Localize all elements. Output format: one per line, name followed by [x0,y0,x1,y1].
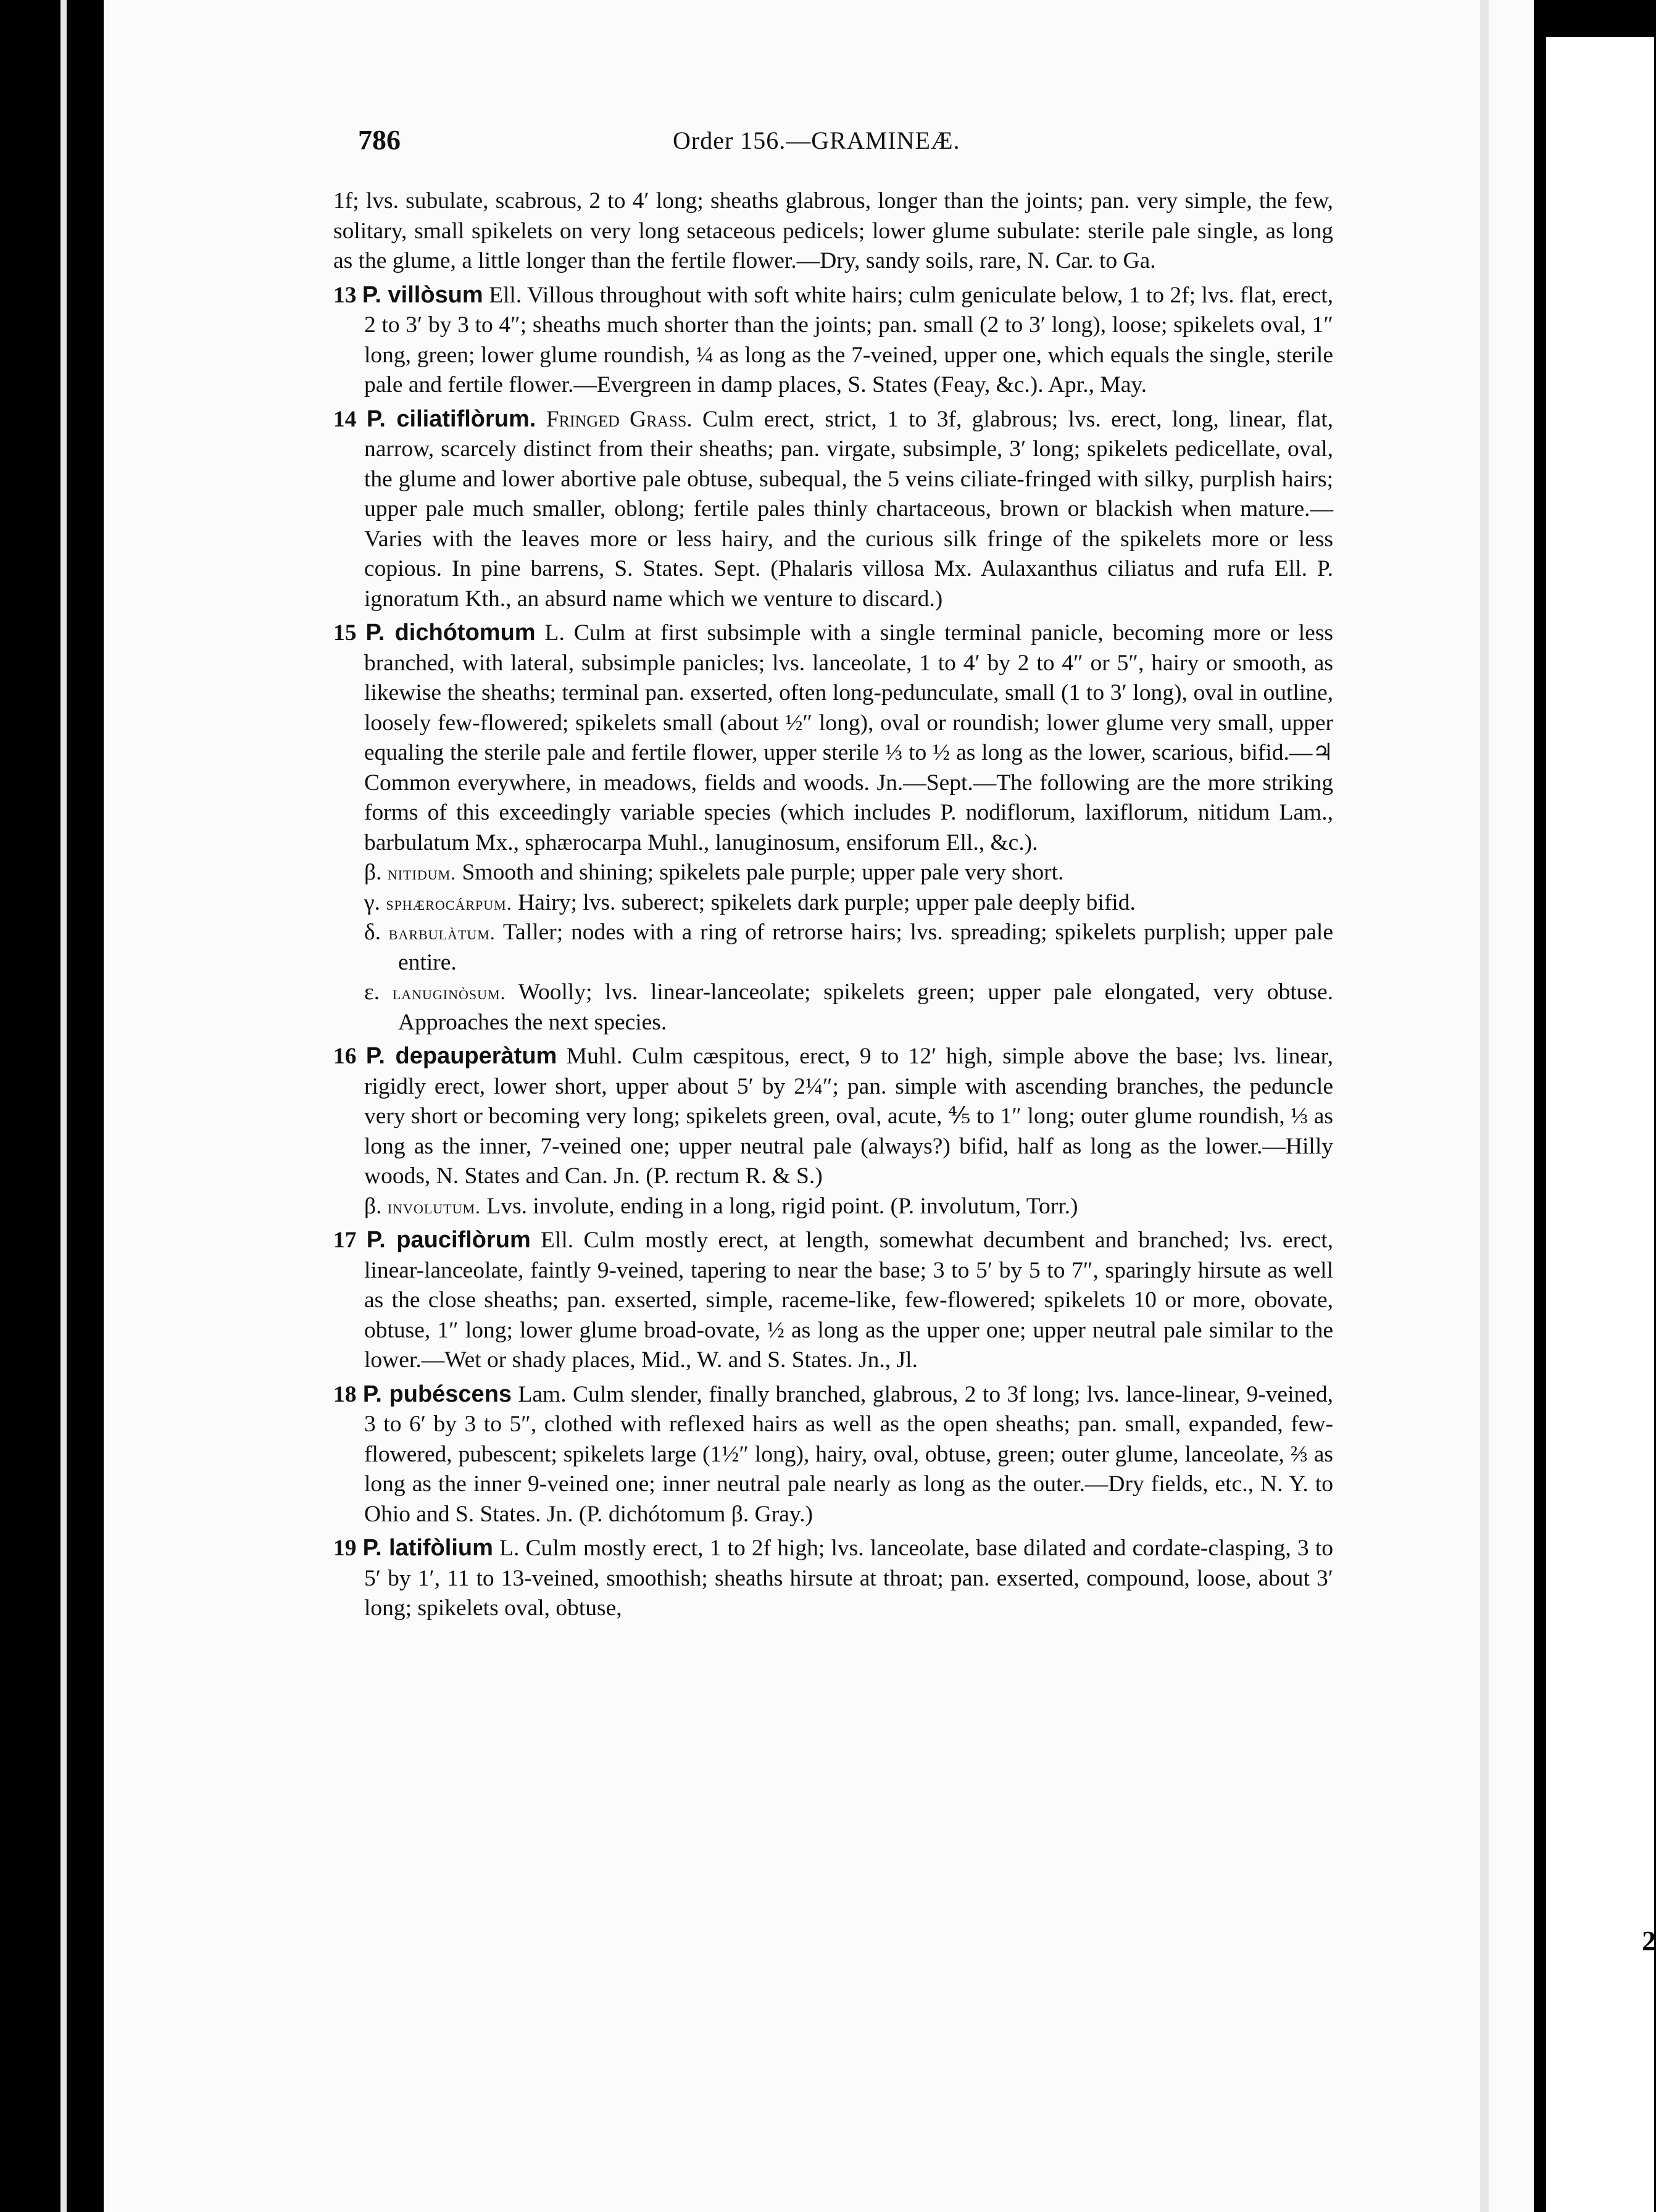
species-entry-14 [333,404,1333,615]
greek-letter: δ. [364,920,381,945]
species-entry-19 [333,1533,1333,1624]
species-name: P. pauciflòrum [366,1227,531,1253]
entry-number: 18 [333,1381,357,1407]
entry-number: 15 [333,620,357,646]
species-author: L. [499,1536,520,1561]
entry-text: Villous throughout with soft white hairs; culm geniculate below, 1 to 2f; lvs. flat, erect, 2 to 3′ by 3 to 4″; sheaths much shorter than the joints; pan. small (2 to 3′ long), loose; spikelets oval, 1″ long, green; lower glume roundish, ¼ as long as the 7-veined, upper one, which equals the single, sterile pale and fertile flower.—Evergreen in damp places, S. States (Feay, &c.). Apr., May. [364,282,1334,397]
species-name: P. dichótomum [365,620,536,646]
species-entry-15 [333,618,1333,858]
species-author: Muhl. [566,1044,623,1069]
variety-name: sphærocárpum. [386,891,512,914]
entry-text: Taller; nodes with a ring of retrorse hairs; lvs. spreading; spikelets purplish; upper pale entire. [398,920,1333,975]
entry-number: 14 [333,406,357,432]
running-title: Order 156.—GRAMINEÆ. [673,127,960,154]
variety-name: nitidum. [387,862,457,884]
page-header [333,123,1333,160]
species-author: L. [544,620,565,646]
greek-letter: β. [364,860,382,885]
entry-text: 1f; lvs. subulate, scabrous, 2 to 4′ long; sheaths glabrous, longer than the joints; pan. very simple, the few, solitary, small spikelets on very long setaceous pedicels; lower glume subulate: sterile pale single, as long as the glume, a little longer than the fertile flower.—Dry, sandy soils, rare, N. Car. to Ga. [333,188,1333,273]
species-entry-16 [333,1041,1333,1192]
species-entry-13 [333,280,1333,401]
entry-text: Smooth and shining; spikelets pale purple; upper pale very short. [462,860,1064,885]
species-entry-17 [333,1225,1333,1376]
entry-text: Culm mostly erect, at length, somewhat decumbent and branched; lvs. erect, linear-lanceolate, faintly 9-veined, tapering to near the base; 3 to 5′ by 5 to 7″, sparingly hirsute as well as the close sheaths; pan. exserted, simple, raceme-like, few-flowered; spikelets 10 or more, obovate, obtuse, 1″ long; lower glume broad-ovate, ½ as long as the upper one; upper neutral pale similar to the lower.—Wet or shady places, Mid., W. and S. States. Jn., Jl. [364,1228,1334,1373]
species-name: P. pubéscens [362,1381,512,1407]
entry-number: 19 [333,1536,357,1561]
facing-page [1546,37,1654,2212]
entry-text: Culm slender, finally branched, glabrous, 2 to 3f long; lvs. lance-linear, 9-veined, 3 to 6′ by 3 to 5″, clothed with reflexed hairs as well as the open sheaths; pan. small, expanded, few-flowered, pubescent; spikelets large (1½″ long), hairy, oval, obtuse, green; outer glume, lanceolate, ⅔ as long as the inner 9-veined one; inner neutral pale nearly as long as the outer.—Dry fields, etc., N. Y. to Ohio and S. States. Jn. (P. dichótomum β. Gray.) [364,1381,1334,1527]
entry-text: Culm cæspitous, erect, 9 to 12′ high, simple above the base; lvs. linear, rigidly erect, lower short, upper about 5′ by 2¼″; pan. simple with ascending branches, the peduncle very short or becoming very long; spikelets green, oval, acute, ⅘ to 1″ long; outer glume roundish, ⅓ as long as the inner, 7-veined one; upper neutral pale (always?) bifid, half as long as the lower.—Hilly woods, N. States and Can. Jn. (P. rectum R. & S.) [364,1044,1334,1189]
variety-entry [333,858,1333,888]
scan-edge [60,0,67,2212]
variety-entry [333,888,1333,918]
greek-letter: ε. [364,979,380,1005]
species-author: Ell. [489,282,522,308]
species-name: P. depauperàtum [365,1043,557,1069]
species-name: P. villòsum [362,281,483,308]
entry-number: 17 [333,1228,357,1253]
species-author: Lam. [518,1381,567,1407]
variety-entry [333,918,1333,978]
entry-number: 13 [333,282,357,308]
species-name: P. latifòlium [362,1535,493,1561]
greek-letter: β. [364,1193,382,1219]
variety-name: involutum. [387,1195,481,1218]
page-number: 786 [358,124,401,156]
entry-text: Culm erect, strict, 1 to 3f, glabrous; lvs. erect, long, linear, flat, narrow, scarcely distinct from their sheaths; pan. virgate, subsimple, 3′ long; spikelets pedicellate, oval, the glume and lower abortive pale obtuse, subequal, the 5 veins ciliate-fringed with silky, purplish hairs; upper pale much smaller, oblong; fertile pales thinly chartaceous, brown or blackish when mature.—Varies with the leaves more or less hairy, and the curious silk fringe of the spikelets more or less copious. In pine barrens, S. States. Sept. (Phalaris villosa Mx. Aulaxanthus ciliatus and rufa Ell. P. ignoratum Kth., an absurd name which we venture to discard.) [364,406,1334,612]
species-entry-18 [333,1379,1333,1530]
entry-text: Lvs. involute, ending in a long, rigid point. (P. involutum, Torr.) [486,1193,1078,1219]
entry-number: 16 [333,1044,357,1069]
species-author: Ell. [541,1228,574,1253]
page-edge-shadow [1480,0,1489,2212]
greek-letter: γ. [364,889,380,915]
entry-text: Hairy; lvs. suberect; spikelets dark purple; upper pale deeply bifid. [518,889,1136,915]
facing-page-fragment: 2 [1642,1925,1656,1956]
entry-continuation [333,186,1333,276]
entry-text: Woolly; lvs. linear-lanceolate; spikelets green; upper pale elongated, very obtuse. Approaches the next species. [398,979,1334,1035]
variety-entry [333,978,1333,1037]
variety-entry [333,1192,1333,1222]
entry-text: Culm mostly erect, 1 to 2f high; lvs. lanceolate, base dilated and cordate-clasping, 3 to 5′ by 1′, 11 to 13-veined, smoothish; sheaths hirsute at throat; pan. exserted, compound, loose, about 3′ long; spikelets oval, obtuse, [364,1536,1333,1621]
common-name: Fringed Grass. [546,406,693,432]
variety-name: barbulàtum. [388,921,496,944]
variety-name: lanuginòsum. [392,981,506,1004]
entry-text: Culm at first subsimple with a single terminal panicle, becoming more or less branched, with lateral, subsimple panicles; lvs. lanceolate, 1 to 4′ by 2 to 4″ or 5″, hairy or smooth, as likewise the sheaths; terminal pan. exserted, often long-pedunculate, small (1 to 3′ long), oval in outline, loosely few-flowered; spikelets small (about ½″ long), oval or roundish; lower glume very small, upper equaling the sterile pale and fertile flower, upper sterile ⅓ to ½ as long as the lower, scarious, bifid.—♃ Common everywhere, in meadows, fields and woods. Jn.—Sept.—The following are the more striking forms of this exceedingly variable species (which includes P. nodiflorum, laxiflorum, nitidum Lam., barbulatum Mx., sphærocarpa Muhl., lanuginosum, ensiforum Ell., &c.). [364,620,1334,855]
species-name: P. ciliatiflòrum. [366,405,536,432]
page-body [333,186,1333,1624]
